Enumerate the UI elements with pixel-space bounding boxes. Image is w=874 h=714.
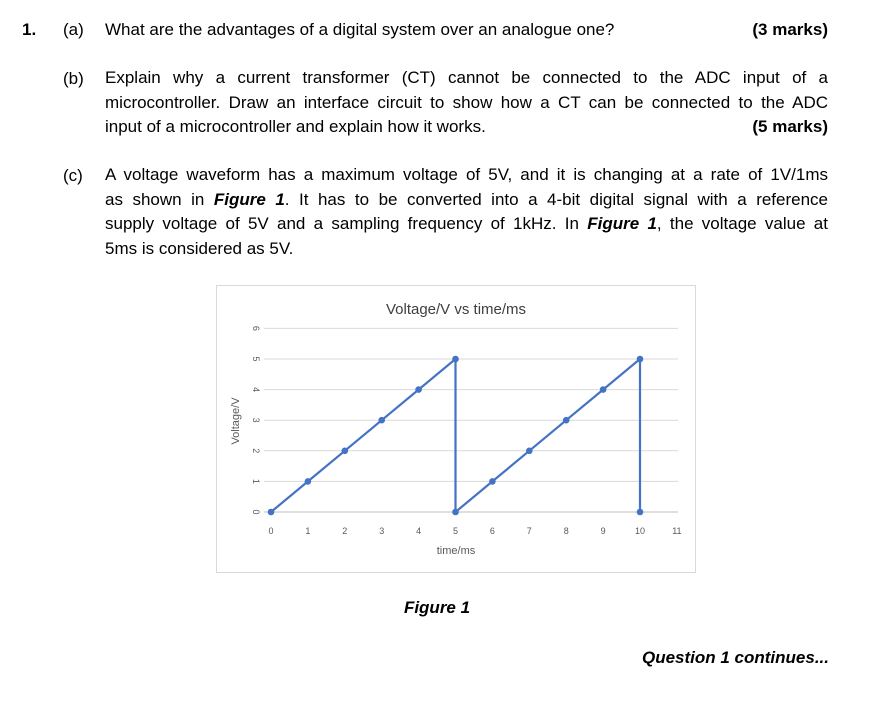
part-b-label: (b): [63, 69, 84, 88]
x-tick-label: 9: [600, 526, 606, 536]
data-point: [600, 386, 607, 393]
x-tick-label: 7: [526, 526, 532, 536]
data-point: [563, 417, 570, 424]
part-c-line-3: [105, 212, 828, 237]
data-point: [452, 356, 459, 363]
part-c-line-2-a: as shown in: [105, 189, 214, 209]
y-tick-label: 2: [251, 448, 261, 454]
voltage-time-chart: [217, 286, 695, 572]
x-tick-label: 4: [416, 526, 422, 536]
y-tick-label: 6: [251, 325, 261, 331]
y-tick-label: 1: [251, 478, 261, 484]
x-tick-label: 6: [489, 526, 495, 536]
data-point: [268, 509, 275, 516]
data-point: [415, 386, 422, 393]
data-point: [637, 356, 644, 363]
question-continues: Question 1 continues...: [641, 648, 829, 667]
part-c-line-2: [105, 188, 828, 213]
part-b-marks: (5 marks): [752, 117, 828, 136]
chart-frame: [216, 285, 696, 573]
part-b-line-2: microcontroller. Draw an interface circuit to show how a CT can be connected to the ADC: [105, 92, 828, 112]
part-a-marks: (3 marks): [752, 20, 828, 39]
y-axis-label: Voltage/V: [230, 397, 242, 445]
series-line: [271, 359, 640, 512]
chart-title: Voltage/V vs time/ms: [385, 301, 527, 318]
data-point: [526, 448, 533, 455]
part-b-line-1: Explain why a current transformer (CT) cannot be connected to the ADC input of a: [105, 68, 828, 87]
part-a-text: What are the advantages of a digital system over an analogue one?: [105, 20, 615, 39]
x-tick-label: 10: [634, 526, 646, 536]
y-tick-label: 3: [251, 417, 261, 423]
data-point: [637, 509, 644, 516]
figure-reference: Figure 1: [213, 189, 285, 209]
x-tick-label: 2: [342, 526, 348, 536]
data-point: [378, 417, 385, 424]
part-b-line-3: input of a microcontroller and explain how it works.: [105, 117, 486, 136]
data-point: [305, 478, 312, 485]
part-c-line-3-a: supply voltage of 5V and a sampling frequency of 1kHz. In: [105, 214, 588, 233]
data-point: [342, 448, 349, 455]
x-tick-label: 0: [268, 526, 274, 536]
part-a-label: (a): [63, 20, 84, 39]
x-tick-label: 8: [563, 526, 569, 536]
data-point: [452, 509, 459, 516]
part-b-text: [105, 66, 828, 140]
x-tick-label: 1: [305, 526, 311, 536]
data-point: [489, 478, 496, 485]
part-c-label: (c): [63, 166, 83, 185]
figure-caption: Figure 1: [403, 598, 471, 617]
part-c-text: [105, 163, 828, 261]
part-c-line-1: A voltage waveform has a maximum voltage of 5V, and it is changing at a rate of 1V/1ms: [105, 165, 828, 184]
x-tick-label: 3: [379, 526, 385, 536]
part-c-line-2-b: . It has to be converted into a 4-bit digital signal with a reference: [284, 189, 829, 209]
question-number: 1.: [22, 20, 37, 39]
x-axis-label: time/ms: [436, 545, 476, 557]
part-c-line-3-b: , the voltage value at: [656, 214, 828, 233]
y-tick-label: 4: [251, 387, 261, 393]
y-tick-label: 0: [251, 509, 261, 515]
y-tick-label: 5: [251, 356, 261, 362]
part-c-line-4: 5ms is considered as 5V.: [105, 238, 294, 258]
x-tick-label: 5: [452, 526, 459, 536]
x-tick-label: 11: [672, 526, 682, 536]
figure-reference: Figure 1: [587, 214, 657, 233]
